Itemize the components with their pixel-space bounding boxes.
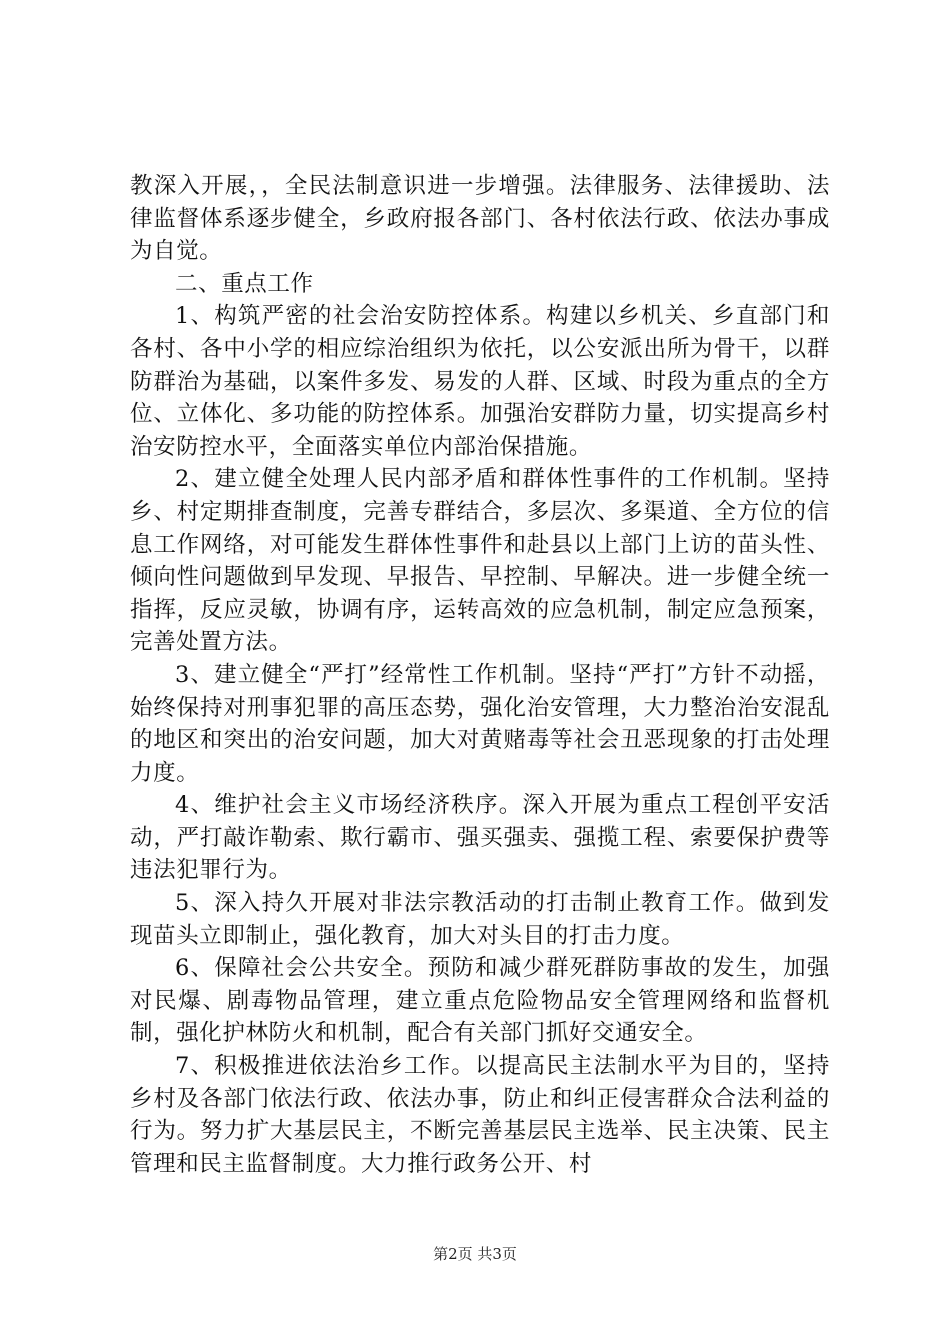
page-footer [0, 1244, 950, 1264]
paragraph: 1、构筑严密的社会治安防控体系。构建以乡机关、乡直部门和各村、各中小学的相应综治组织为依托，以公安派出所为骨干，以群防群治为基础，以案件多发、易发的人群、区域、时段为重点的全方位、立体化、多功能的防控体系。加强治安群防力量，切实提高乡村治安防控水平，全面落实单位内部治保措施。 [130, 303, 830, 460]
paragraph: 6、保障社会公共安全。预防和减少群死群防事故的发生，加强对民爆、剧毒物品管理，建立重点危险物品安全管理网络和监督机制，强化护林防火和机制，配合有关部门抓好交通安全。 [130, 955, 830, 1047]
paragraph: 7、积极推进依法治乡工作。以提高民主法制水平为目的，坚持乡村及各部门依法行政、依法办事，防止和纠正侵害群众合法利益的行为。努力扩大基层民主，不断完善基层民主选举、民主决策、民主管理和民主监督制度。大力推行政务公开、村 [130, 1053, 830, 1177]
section-heading: 二、重点工作 [175, 270, 314, 297]
paragraph: 教深入开展，，全民法制意识进一步增强。法律服务、法律援助、法律监督体系逐步健全，乡政府报各部门、各村依法行政、依法办事成为自觉。 [130, 173, 830, 265]
paragraph: 2、建立健全处理人民内部矛盾和群体性事件的工作机制。坚持乡、村定期排查制度，完善专群结合，多层次、多渠道、全方位的信息工作网络，对可能发生群体性事件和赴县以上部门上访的苗头性、倾向性问题做到早发现、早报告、早控制、早解决。进一步健全统一指挥，反应灵敏，协调有序，运转高效的应急机制，制定应急预案，完善处置方法。 [130, 466, 830, 656]
page-number: 第2页 共3页 [433, 1245, 517, 1263]
paragraph: 4、维护社会主义市场经济秩序。深入开展为重点工程创平安活动，严打敲诈勒索、欺行霸市、强买强卖、强揽工程、索要保护费等违法犯罪行为。 [130, 792, 830, 884]
paragraph: 5、深入持久开展对非法宗教活动的打击制止教育工作。做到发现苗头立即制止，强化教育，加大对头目的打击力度。 [130, 890, 830, 949]
paragraph: 3、建立健全“严打”经常性工作机制。坚持“严打”方针不动摇，始终保持对刑事犯罪的高压态势，强化治安管理，大力整治治安混乱的地区和突出的治安问题，加大对黄赌毒等社会丑恶现象的打击处理力度。 [130, 661, 830, 786]
document-body [130, 170, 830, 1180]
